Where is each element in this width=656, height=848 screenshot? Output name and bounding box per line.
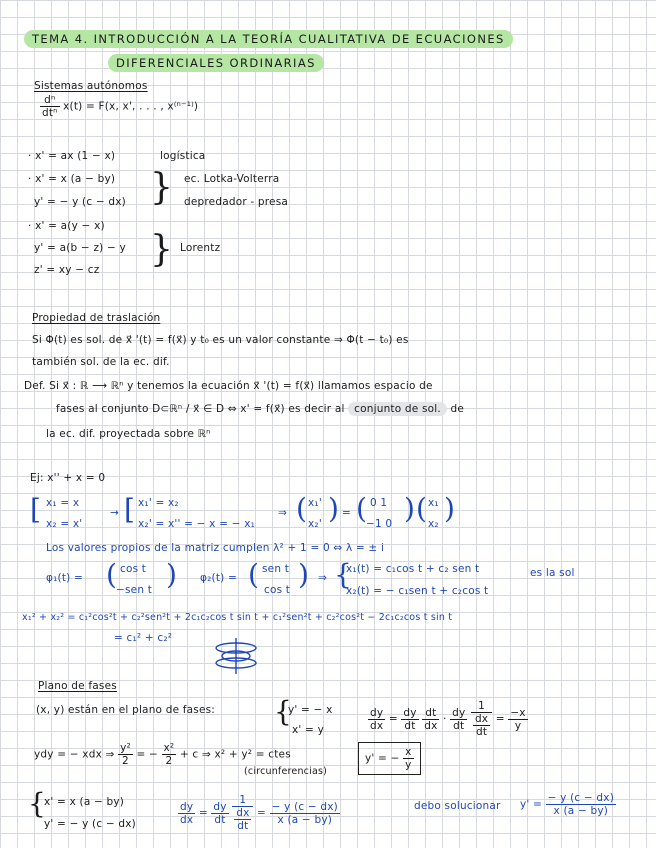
ex-sys-3: x₁' = x₂ (138, 497, 179, 509)
lorentz-eq-2: y' = a(b − z) − y (34, 242, 126, 254)
autonomous-rest: x(t) = F(x, x', . . . , x⁽ⁿ⁻¹⁾) (63, 100, 199, 113)
sum-line2: = c₁² + c₂² (114, 632, 173, 644)
boxed-num: x (405, 746, 412, 758)
phase-sys-a: y' = − x (288, 704, 333, 716)
ex-arrow-1: → (110, 507, 119, 519)
ex-sys-1: x₁ = x (46, 497, 80, 509)
autonomous-equation (40, 94, 198, 119)
vec-x2: x₂ (428, 518, 439, 530)
phi1-a: cos t (120, 563, 147, 575)
mat-row-2: −1 0 (366, 518, 393, 530)
lorentz-eq-1: · x' = a(y − x) (28, 220, 105, 232)
lv2-res-num: − y (c − dx) (271, 800, 338, 813)
lv2-eq-2-sign: = (257, 807, 267, 819)
final-eq (520, 792, 616, 817)
phi1-paren-r: ) (166, 558, 177, 591)
chain-dy-2: dy (403, 706, 417, 719)
lorentz-note: Lorentz (180, 242, 221, 254)
traslacion-line1: Si Φ(t) es sol. de x⃗ '(t) = f(x⃗) y t₀ es un valor constante ⇒ Φ(t − t₀) es (32, 334, 409, 346)
vec-eq: = (342, 507, 351, 519)
def-line2-text: fases al conjunto D⊂ℝⁿ / x⃗ ∈ D ⇔ x' = f(x⃗) es decir al (56, 403, 345, 415)
lv2-chain (178, 794, 340, 832)
chain-eq-2: = (495, 713, 505, 725)
phi2-label: φ₂(t) = (200, 572, 237, 584)
phi1-label: φ₁(t) = (46, 572, 83, 584)
vec-x1p: x₁' (308, 497, 322, 509)
traslacion-line2: también sol. de la ec. dif. (32, 356, 170, 368)
vec-x2p: x₂' (308, 518, 322, 530)
lv2-dt-3: dt (237, 820, 249, 832)
heading-propiedad-traslacion: Propiedad de traslación (32, 312, 161, 324)
chain-rule: $\frac{dy}{dx}$ = $\frac{dy}{dt}$ $\frac{dt}{dx}$ · $\frac{dy}{dt}$ $\frac{1}{\frac{dx}{dt}}$ = $\frac{-x}{y}$ (370, 700, 526, 738)
title-line1-text: TEMA 4. INTRODUCCIÓN A LA TEORÍA CUALITATIVA DE ECUACIONES (24, 30, 513, 48)
mat-paren-r: ) (404, 492, 415, 525)
derivative-fraction (40, 94, 60, 119)
chain-dt-4: dt (453, 719, 465, 732)
x2-num: x² (163, 742, 175, 754)
y2-den: 2 (122, 755, 129, 767)
def-line2 (56, 403, 464, 415)
lv2-dx-3: dx (236, 807, 250, 819)
chain-dt-5: dt (475, 726, 488, 738)
lv2-dy-1: dy (180, 800, 194, 813)
def-line1 (24, 380, 433, 392)
vec2-paren-r: ) (444, 492, 455, 525)
lv2-dx-1: dx (180, 813, 194, 826)
sol-x2: x₂(t) = − c₁sen t + c₂cos t (346, 585, 489, 597)
lorentz-brace: } (150, 229, 173, 270)
ex-arrow-2: ⇒ (278, 507, 287, 519)
boxed-den: y (405, 759, 412, 771)
integration-line: ydy = − xdx ⇒ $\frac{\text{y²}}{2}$ = − $\frac{\text{x²}}{2}$ + c ⇒ x² + y² = ctes (34, 742, 291, 767)
ex-bracket-2: [ (124, 493, 135, 526)
lv-eq-2: y' = − y (c − dx) (34, 196, 126, 208)
vec-x1: x₁ (428, 497, 439, 509)
derivative-numerator: dⁿ (40, 94, 60, 107)
lv2-dy-2: dy (213, 800, 227, 813)
chain-dx-5: dx (474, 713, 489, 725)
lv-note-1: ec. Lotka-Volterra (184, 173, 280, 185)
phase-brace: { (274, 695, 292, 728)
logistic-note: logística (160, 150, 206, 162)
sol-x1: x₁(t) = c₁cos t + c₂ sen t (346, 563, 480, 575)
lv2-eq-1-sign: = (198, 807, 208, 819)
eigen-line: Los valores propios de la matriz cumplen λ² + 1 = 0 ⇔ λ = ± i (46, 542, 385, 554)
ydy-text: ydy = − xdx ⇒ (34, 748, 115, 761)
chain-dy-4: dy (452, 706, 466, 719)
lv2-eq-1: x' = x (a − by) (44, 796, 125, 808)
chain-dy-1: dy (370, 706, 384, 719)
phi1-paren-l: ( (106, 558, 117, 591)
final-num: − y (c − dx) (547, 792, 614, 804)
ex-sys-4: x₂' = x'' = − x = − x₁ (138, 518, 256, 530)
final-den: x (a − by) (553, 805, 609, 817)
chain-one: 1 (471, 700, 492, 713)
heading-plano-fases: Plano de fases (38, 680, 117, 692)
def-highlight: conjunto de sol. (348, 402, 447, 416)
chain-res-den: y (514, 719, 522, 732)
boxed-prefix: y' = − (365, 752, 400, 765)
phi2-a: sen t (262, 563, 290, 575)
chain-res-num: −x (510, 706, 526, 719)
chain-dt-3: dt (422, 707, 439, 720)
title-line1 (24, 32, 513, 46)
mat-paren-l: ( (356, 492, 367, 525)
lv-eq-1: · x' = x (a − by) (28, 173, 116, 185)
x2-den: 2 (165, 755, 173, 767)
y2-num: y² (120, 742, 131, 754)
derivative-denominator: dtⁿ (42, 107, 58, 119)
def-line3: la ec. dif. proyectada sobre ℝⁿ (46, 428, 211, 440)
lv2-dt-2: dt (214, 813, 226, 826)
def-line1-text: Def. Si x⃗ : ℝ ⟶ ℝⁿ y tenemos la ecuación x⃗ '(t) = f(x⃗) llamamos espacio de (24, 380, 433, 392)
lv2-one: 1 (232, 794, 253, 807)
vec2-paren-l: ( (416, 492, 427, 525)
phase-sys-b: x' = y (292, 724, 324, 736)
chain-dx-3: dx (424, 719, 438, 732)
vec-paren-r: ) (328, 492, 339, 525)
phase-line1: (x, y) están en el plano de fases: (36, 704, 216, 716)
phi1-b: −sen t (116, 584, 153, 596)
lorentz-eq-3: z' = xy − cz (34, 264, 100, 276)
final-prefix: y' = (520, 798, 543, 811)
example-eq: Ej: x'' + x = 0 (30, 472, 106, 484)
sol-arrow: ⇒ (318, 572, 327, 584)
vec-paren-l: ( (296, 492, 307, 525)
title-line2 (108, 56, 324, 70)
phi2-paren-l: ( (248, 558, 259, 591)
debo-solucionar: debo solucionar (414, 800, 501, 812)
integration-rest: + c ⇒ x² + y² = ctes (179, 748, 291, 761)
logistic-eq: · x' = ax (1 − x) (28, 150, 116, 162)
phi2-paren-r: ) (298, 558, 309, 591)
lv2-res-den: x (a − by) (277, 813, 333, 826)
sol-brace: { (334, 558, 352, 591)
def-line2-end: de (450, 403, 465, 415)
chain-dx-1: dx (370, 719, 384, 732)
spiral-sketch-icon (206, 636, 266, 676)
heading-sistemas-autonomos: Sistemas autónomos (34, 80, 148, 92)
lv-brace: } (150, 167, 173, 208)
ex-bracket-1: [ (30, 493, 41, 526)
boxed-result (358, 742, 421, 775)
ex-sys-2: x₂ = x' (46, 518, 83, 530)
lv2-brace: { (28, 787, 46, 820)
phi2-b: cos t (264, 584, 291, 596)
circunferencias-label: (circunferencias) (244, 766, 328, 777)
sum-line: x₁² + x₂² = c₁²cos²t + c₂²sen²t + 2c₁c₂cos t sin t + c₁²sen²t + c₂²cos²t − 2c₁c₂cos t sin t (22, 612, 453, 623)
chain-dt-2: dt (404, 719, 416, 732)
lv2-eq-2: y' = − y (c − dx) (44, 818, 136, 830)
sol-note: es la sol (530, 567, 575, 579)
mat-row-1: 0 1 (370, 497, 388, 509)
lv-note-2: depredador - presa (184, 196, 289, 208)
title-line2-text: DIFERENCIALES ORDINARIAS (108, 54, 324, 72)
chain-eq-1: = (388, 713, 398, 725)
